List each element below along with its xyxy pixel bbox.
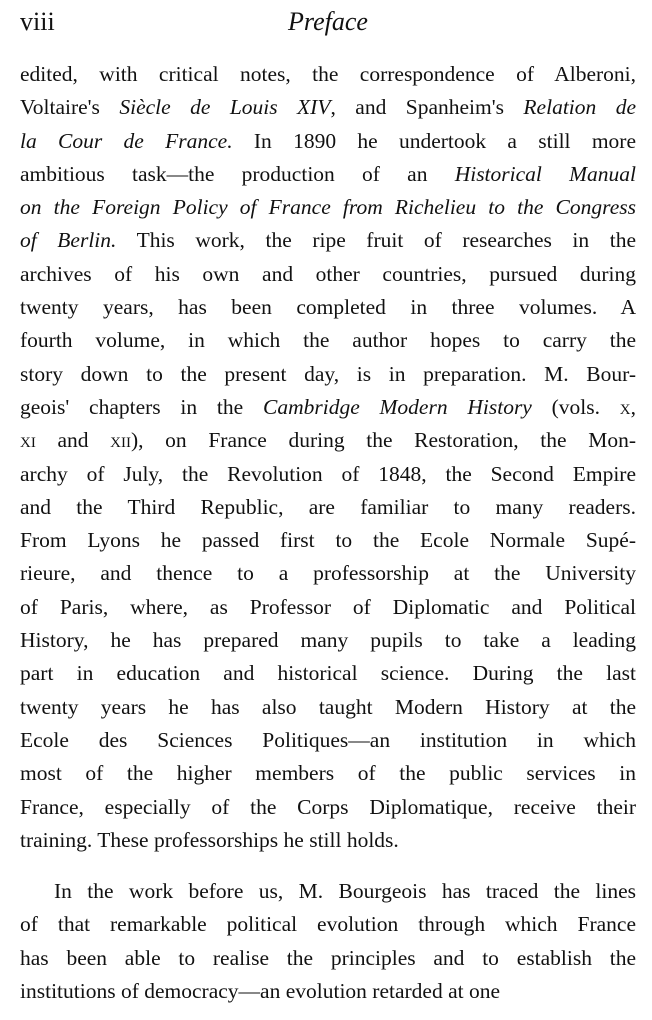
- text-run: Voltaire's: [20, 95, 120, 120]
- text-run: This work, the ripe fruit of researches in the: [116, 228, 636, 253]
- text-line: [20, 391, 636, 424]
- text-run: of that remarkable political evolution through which France: [20, 912, 636, 937]
- text-run: and: [35, 428, 111, 453]
- text-run: and the Third Republic, are familiar to many readers.: [20, 494, 636, 519]
- text-run: most of the higher members of the public services in: [20, 761, 636, 786]
- running-head: [20, 4, 636, 44]
- text-line: [20, 458, 636, 491]
- text-run: (vols.: [531, 394, 620, 419]
- text-line: [20, 125, 636, 158]
- text-line: [20, 291, 636, 324]
- text-run: institutions of democracy—an evolution retarded at one: [20, 979, 501, 1004]
- text-run: twenty years, has been completed in three volumes. A: [20, 295, 636, 320]
- text-line: [20, 491, 636, 524]
- text-line: [20, 158, 636, 191]
- text-run: Ecole des Sciences Politiques—an institution in which: [20, 727, 636, 752]
- text-line: [20, 875, 636, 908]
- italic-text: Cambridge Modern History: [262, 394, 532, 419]
- body-text: [20, 58, 636, 1008]
- text-line: [20, 757, 636, 790]
- italic-text: on the Foreign Policy of France from Richelieu to the Congress: [20, 195, 636, 220]
- text-run: story down to the present day, is in preparation. M. Bour-: [20, 361, 636, 386]
- text-line: [20, 258, 636, 291]
- small-caps-text: xii: [110, 428, 131, 453]
- italic-text: Siècle de Louis XIV: [119, 95, 331, 120]
- small-caps-text: xi: [20, 428, 36, 453]
- text-line: [20, 791, 636, 824]
- text-run: ,: [630, 394, 637, 419]
- italic-text: la Cour de France.: [20, 128, 233, 153]
- text-run: part in education and historical science. During the last: [20, 661, 636, 686]
- text-run: archy of July, the Revolution of 1848, the Second Empire: [20, 461, 636, 486]
- text-run: In the work before us, M. Bourgeois has traced the lines: [54, 879, 636, 904]
- running-title: Preface: [288, 7, 368, 36]
- text-run: ambitious task—the production of an: [20, 161, 455, 186]
- text-line: [20, 908, 636, 941]
- text-run: From Lyons he passed first to the Ecole Normale Supé-: [20, 528, 636, 553]
- text-line: [20, 691, 636, 724]
- italic-text: of Berlin.: [20, 228, 117, 253]
- text-run: edited, with critical notes, the correspondence of Alberoni,: [20, 62, 636, 86]
- text-line: [20, 724, 636, 757]
- text-run: training. These professorships he still holds.: [20, 827, 399, 852]
- text-run: archives of his own and other countries, pursued during: [20, 261, 636, 286]
- paragraph-gap: [20, 857, 636, 875]
- page-number: viii: [20, 7, 55, 36]
- text-run: twenty years he has also taught Modern History at the: [20, 694, 636, 719]
- text-run: rieure, and thence to a professorship at the University: [20, 561, 636, 586]
- text-line: [20, 557, 636, 590]
- text-line: [20, 358, 636, 391]
- paragraph-2: [20, 875, 636, 1008]
- paragraph-1: [20, 58, 636, 857]
- text-run: of Paris, where, as Professor of Diplomatic and Political: [20, 594, 636, 619]
- text-run: has been able to realise the principles and to establish the: [20, 945, 636, 970]
- text-run: France, especially of the Corps Diplomatique, receive their: [20, 794, 636, 819]
- text-line: [20, 324, 636, 357]
- text-line: [20, 58, 636, 91]
- text-line: [20, 91, 636, 124]
- text-line: [20, 591, 636, 624]
- text-line: [20, 424, 636, 457]
- italic-text: Relation de: [523, 95, 636, 120]
- text-run: geois' chapters in the: [20, 394, 263, 419]
- text-run: , and Spanheim's: [330, 95, 524, 120]
- text-line: [20, 824, 636, 857]
- text-line: [20, 942, 636, 975]
- text-line: [20, 657, 636, 690]
- text-line: [20, 624, 636, 657]
- text-line: [20, 191, 636, 224]
- italic-text: Historical Manual: [454, 161, 636, 186]
- small-caps-text: x: [619, 394, 631, 419]
- text-run: fourth volume, in which the author hopes to carry the: [20, 328, 636, 353]
- text-run: History, he has prepared many pupils to take a leading: [20, 628, 636, 653]
- text-line: [20, 975, 636, 1008]
- text-line: [20, 224, 636, 257]
- text-run: In 1890 he undertook a still more: [232, 128, 637, 153]
- text-line: [20, 524, 636, 557]
- text-run: ), on France during the Restoration, the Mon-: [131, 428, 636, 453]
